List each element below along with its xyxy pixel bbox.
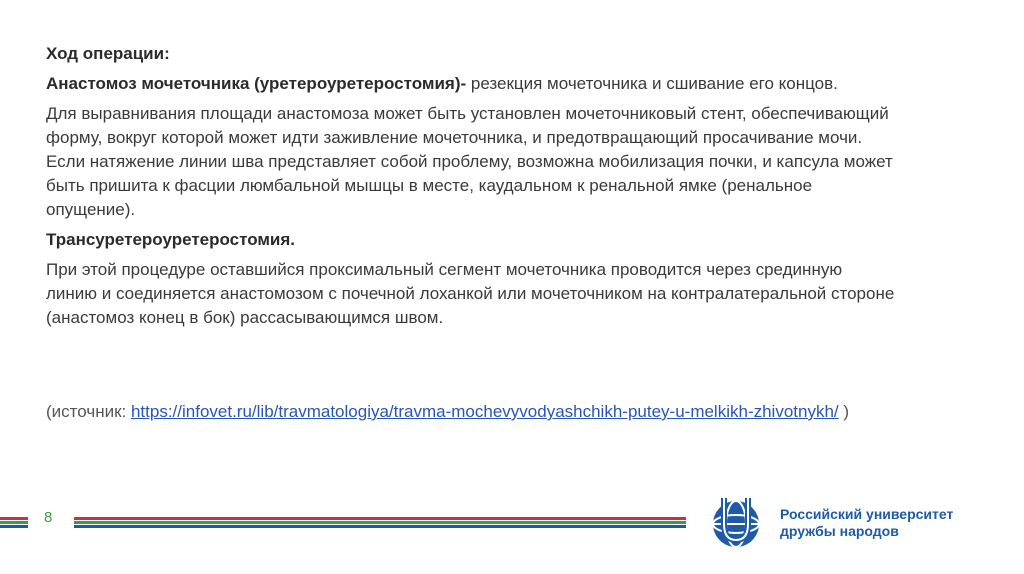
- logo-line1: Российский университет: [780, 506, 954, 522]
- source-prefix: (источник:: [46, 402, 131, 421]
- logo-line2: дружбы народов: [780, 523, 899, 539]
- paragraph-anastomosis: [46, 72, 896, 96]
- anastomosis-definition: резекция мочеточника и сшивание его концов.: [466, 74, 838, 93]
- university-logo: [706, 494, 1006, 550]
- stripe-left-green: [0, 521, 28, 524]
- heading: Ход операции:: [46, 44, 170, 63]
- stripe-left-red: [0, 517, 28, 520]
- source-suffix: ): [838, 402, 850, 421]
- page-number: 8: [44, 509, 53, 526]
- subheading: Трансуретероуретеростомия.: [46, 230, 296, 249]
- slide-content: [46, 42, 896, 336]
- stripe-main-red: [74, 517, 686, 520]
- anastomosis-term: Анастомоз мочеточника (уретероуретеростомия)-: [46, 74, 467, 93]
- globe-logo-icon: [706, 494, 770, 550]
- paragraph-stent: Для выравнивания площади анастомоза может быть установлен мочеточниковый стент, обеспечивающий форму, вокруг которой может идти заживление мочеточника, и предотвращающий просачивание мочи. Если натяжение линии шва представляет собой проблему, возможна мобилизация почки, и капсула может быть пришита к фасции люмбальной мышцы в месте, каудальном к ренальной ямке (ренальное опущение).: [46, 104, 893, 219]
- paragraph-procedure: При этой процедуре оставшийся проксимальный сегмент мочеточника проводится через срединную линию и соединяется анастомозом с почечной лоханкой или мочеточником на контралатеральной стороне (анастомоз конец в бок) рассасывающимся швом.: [46, 260, 895, 327]
- source-citation: [46, 400, 946, 424]
- source-link[interactable]: https://infovet.ru/lib/travmatologiya/travma-mochevyvodyashchikh-putey-u-melkikh-zhivotnykh/: [130, 402, 839, 421]
- stripe-main-blue: [74, 525, 686, 528]
- stripe-main-green: [74, 521, 686, 524]
- logo-text: [780, 506, 953, 540]
- stripe-left-blue: [0, 525, 28, 528]
